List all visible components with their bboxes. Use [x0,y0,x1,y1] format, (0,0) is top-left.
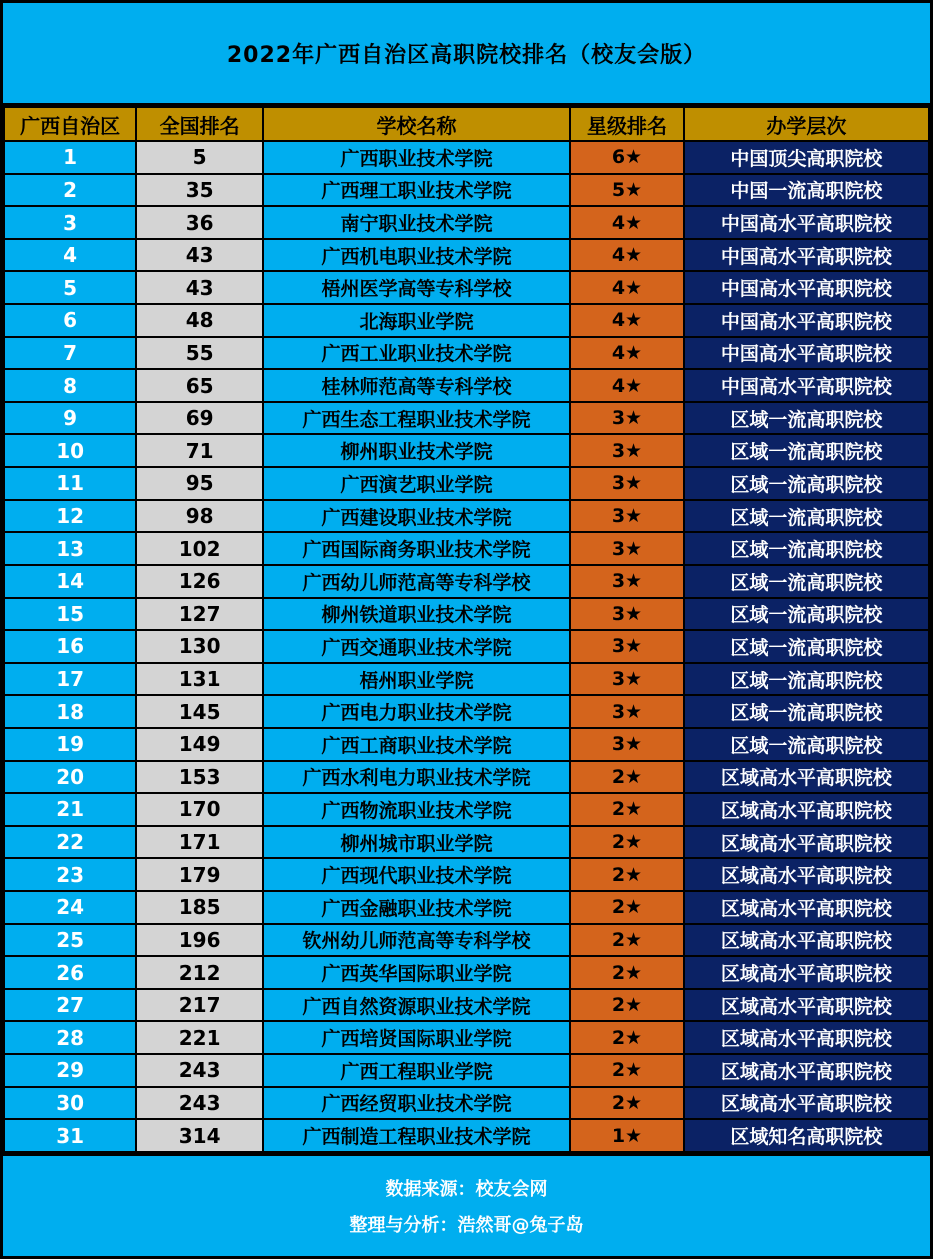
star-rating-cell: 3★ [570,402,684,435]
star-rating-cell: 3★ [570,728,684,761]
table-row [4,532,929,565]
star-rating-cell: 3★ [570,695,684,728]
region-rank-cell: 5 [4,271,136,304]
school-level-cell: 区域一流高职院校 [684,598,929,631]
school-level-cell: 区域高水平高职院校 [684,761,929,794]
table-row [4,924,929,957]
school-level-cell: 中国高水平高职院校 [684,206,929,239]
region-rank-cell: 12 [4,500,136,533]
star-rating-cell: 2★ [570,989,684,1022]
table-row [4,369,929,402]
school-name-cell: 广西经贸职业技术学院 [263,1087,570,1120]
region-rank-cell: 26 [4,956,136,989]
star-rating-cell: 3★ [570,532,684,565]
school-name-cell: 广西演艺职业学院 [263,467,570,500]
region-rank-cell: 18 [4,695,136,728]
region-rank-cell: 11 [4,467,136,500]
region-rank-cell: 21 [4,793,136,826]
table-row [4,858,929,891]
star-rating-cell: 3★ [570,467,684,500]
national-rank-cell: 243 [136,1087,263,1120]
region-rank-cell: 14 [4,565,136,598]
table-row [4,402,929,435]
school-name-cell: 广西水利电力职业技术学院 [263,761,570,794]
school-name-cell: 柳州职业技术学院 [263,434,570,467]
star-rating-cell: 2★ [570,1054,684,1087]
national-rank-cell: 185 [136,891,263,924]
national-rank-cell: 217 [136,989,263,1022]
school-level-cell: 区域高水平高职院校 [684,858,929,891]
school-name-cell: 北海职业学院 [263,304,570,337]
school-name-cell: 柳州铁道职业技术学院 [263,598,570,631]
school-name-cell: 广西电力职业技术学院 [263,695,570,728]
school-name-cell: 广西工商职业技术学院 [263,728,570,761]
star-rating-cell: 4★ [570,304,684,337]
star-rating-cell: 2★ [570,858,684,891]
school-level-cell: 区域高水平高职院校 [684,826,929,859]
school-level-cell: 区域一流高职院校 [684,630,929,663]
national-rank-cell: 71 [136,434,263,467]
school-level-cell: 区域一流高职院校 [684,728,929,761]
table-row [4,663,929,696]
school-name-cell: 广西金融职业技术学院 [263,891,570,924]
region-rank-cell: 28 [4,1021,136,1054]
school-name-cell: 广西交通职业技术学院 [263,630,570,663]
star-rating-cell: 2★ [570,956,684,989]
region-rank-cell: 22 [4,826,136,859]
table-row [4,989,929,1022]
table-row [4,565,929,598]
school-level-cell: 中国高水平高职院校 [684,369,929,402]
star-rating-cell: 3★ [570,434,684,467]
table-row [4,337,929,370]
table-row [4,728,929,761]
school-name-cell: 广西物流职业技术学院 [263,793,570,826]
table-row [4,174,929,207]
region-rank-cell: 20 [4,761,136,794]
region-rank-cell: 16 [4,630,136,663]
region-rank-cell: 3 [4,206,136,239]
star-rating-cell: 1★ [570,1119,684,1152]
table-row [4,630,929,663]
region-rank-cell: 17 [4,663,136,696]
national-rank-cell: 171 [136,826,263,859]
star-rating-cell: 3★ [570,500,684,533]
national-rank-cell: 243 [136,1054,263,1087]
school-name-cell: 广西理工职业技术学院 [263,174,570,207]
school-name-cell: 桂林师范高等专科学校 [263,369,570,402]
national-rank-cell: 35 [136,174,263,207]
table-row [4,1087,929,1120]
school-level-cell: 区域高水平高职院校 [684,793,929,826]
region-rank-cell: 10 [4,434,136,467]
school-level-cell: 区域一流高职院校 [684,532,929,565]
table-row [4,1119,929,1152]
region-rank-cell: 1 [4,141,136,174]
national-rank-cell: 95 [136,467,263,500]
region-rank-cell: 27 [4,989,136,1022]
star-rating-cell: 3★ [570,598,684,631]
column-header-star-rating: 星级排名 [570,107,684,141]
footer-band [3,1153,930,1256]
star-rating-cell: 2★ [570,1087,684,1120]
school-name-cell: 广西现代职业技术学院 [263,858,570,891]
school-name-cell: 广西英华国际职业学院 [263,956,570,989]
star-rating-cell: 3★ [570,630,684,663]
star-rating-cell: 4★ [570,271,684,304]
school-level-cell: 中国高水平高职院校 [684,337,929,370]
national-rank-cell: 196 [136,924,263,957]
region-rank-cell: 29 [4,1054,136,1087]
school-level-cell: 中国高水平高职院校 [684,239,929,272]
table-row [4,1054,929,1087]
table-row [4,467,929,500]
column-header-region-rank: 广西自治区 [4,107,136,141]
national-rank-cell: 36 [136,206,263,239]
region-rank-cell: 13 [4,532,136,565]
star-rating-cell: 2★ [570,891,684,924]
school-level-cell: 中国高水平高职院校 [684,271,929,304]
school-level-cell: 区域高水平高职院校 [684,989,929,1022]
school-level-cell: 区域高水平高职院校 [684,1021,929,1054]
school-level-cell: 中国高水平高职院校 [684,304,929,337]
national-rank-cell: 212 [136,956,263,989]
school-name-cell: 广西建设职业技术学院 [263,500,570,533]
school-name-cell: 广西制造工程职业技术学院 [263,1119,570,1152]
national-rank-cell: 221 [136,1021,263,1054]
school-level-cell: 区域高水平高职院校 [684,924,929,957]
region-rank-cell: 23 [4,858,136,891]
school-name-cell: 钦州幼儿师范高等专科学校 [263,924,570,957]
author-credit-text: 整理与分析：浩然哥@兔子岛 [349,1215,584,1236]
school-name-cell: 广西自然资源职业技术学院 [263,989,570,1022]
national-rank-cell: 126 [136,565,263,598]
table-row [4,239,929,272]
school-level-cell: 中国顶尖高职院校 [684,141,929,174]
region-rank-cell: 15 [4,598,136,631]
table-row [4,793,929,826]
school-level-cell: 区域一流高职院校 [684,467,929,500]
table-row [4,206,929,239]
page-title: 2022年广西自治区高职院校排名（校友会版） [226,42,707,68]
table-row [4,598,929,631]
national-rank-cell: 55 [136,337,263,370]
national-rank-cell: 153 [136,761,263,794]
table-row [4,271,929,304]
star-rating-cell: 3★ [570,565,684,598]
school-name-cell: 广西工业职业技术学院 [263,337,570,370]
title-band [3,3,930,106]
column-header-school-name: 学校名称 [263,107,570,141]
school-level-cell: 区域高水平高职院校 [684,956,929,989]
school-name-cell: 广西机电职业技术学院 [263,239,570,272]
region-rank-cell: 6 [4,304,136,337]
national-rank-cell: 179 [136,858,263,891]
region-rank-cell: 24 [4,891,136,924]
table-row [4,826,929,859]
column-header-school-level: 办学层次 [684,107,929,141]
table-row [4,761,929,794]
school-level-cell: 区域高水平高职院校 [684,1054,929,1087]
table-row [4,304,929,337]
national-rank-cell: 43 [136,239,263,272]
school-level-cell: 区域一流高职院校 [684,565,929,598]
region-rank-cell: 2 [4,174,136,207]
school-name-cell: 广西职业技术学院 [263,141,570,174]
national-rank-cell: 69 [136,402,263,435]
table-row [4,695,929,728]
school-name-cell: 广西国际商务职业技术学院 [263,532,570,565]
national-rank-cell: 5 [136,141,263,174]
star-rating-cell: 2★ [570,924,684,957]
region-rank-cell: 7 [4,337,136,370]
table-row [4,891,929,924]
national-rank-cell: 131 [136,663,263,696]
national-rank-cell: 130 [136,630,263,663]
region-rank-cell: 4 [4,239,136,272]
school-level-cell: 区域一流高职院校 [684,663,929,696]
ranking-table [3,106,930,1153]
table-body [4,141,929,1152]
region-rank-cell: 31 [4,1119,136,1152]
region-rank-cell: 25 [4,924,136,957]
school-name-cell: 广西幼儿师范高等专科学校 [263,565,570,598]
region-rank-cell: 8 [4,369,136,402]
national-rank-cell: 170 [136,793,263,826]
table-row [4,500,929,533]
school-name-cell: 梧州职业学院 [263,663,570,696]
star-rating-cell: 4★ [570,337,684,370]
national-rank-cell: 149 [136,728,263,761]
star-rating-cell: 5★ [570,174,684,207]
star-rating-cell: 2★ [570,793,684,826]
national-rank-cell: 145 [136,695,263,728]
school-name-cell: 柳州城市职业学院 [263,826,570,859]
school-name-cell: 广西工程职业学院 [263,1054,570,1087]
national-rank-cell: 65 [136,369,263,402]
table-header-row [4,107,929,141]
star-rating-cell: 4★ [570,206,684,239]
national-rank-cell: 43 [136,271,263,304]
school-level-cell: 区域一流高职院校 [684,402,929,435]
school-level-cell: 区域高水平高职院校 [684,891,929,924]
national-rank-cell: 102 [136,532,263,565]
school-level-cell: 区域知名高职院校 [684,1119,929,1152]
school-level-cell: 区域一流高职院校 [684,500,929,533]
star-rating-cell: 2★ [570,761,684,794]
column-header-national-rank: 全国排名 [136,107,263,141]
data-source-text: 数据来源：校友会网 [385,1179,548,1200]
star-rating-cell: 4★ [570,239,684,272]
region-rank-cell: 9 [4,402,136,435]
school-name-cell: 广西培贤国际职业学院 [263,1021,570,1054]
national-rank-cell: 48 [136,304,263,337]
region-rank-cell: 19 [4,728,136,761]
table-row [4,956,929,989]
school-name-cell: 南宁职业技术学院 [263,206,570,239]
national-rank-cell: 127 [136,598,263,631]
school-level-cell: 区域高水平高职院校 [684,1087,929,1120]
school-level-cell: 区域一流高职院校 [684,434,929,467]
school-level-cell: 中国一流高职院校 [684,174,929,207]
star-rating-cell: 2★ [570,1021,684,1054]
star-rating-cell: 4★ [570,369,684,402]
national-rank-cell: 98 [136,500,263,533]
star-rating-cell: 3★ [570,663,684,696]
star-rating-cell: 6★ [570,141,684,174]
school-name-cell: 梧州医学高等专科学校 [263,271,570,304]
table-row [4,141,929,174]
region-rank-cell: 30 [4,1087,136,1120]
table-row [4,1021,929,1054]
national-rank-cell: 314 [136,1119,263,1152]
star-rating-cell: 2★ [570,826,684,859]
school-name-cell: 广西生态工程职业技术学院 [263,402,570,435]
table-row [4,434,929,467]
school-level-cell: 区域一流高职院校 [684,695,929,728]
